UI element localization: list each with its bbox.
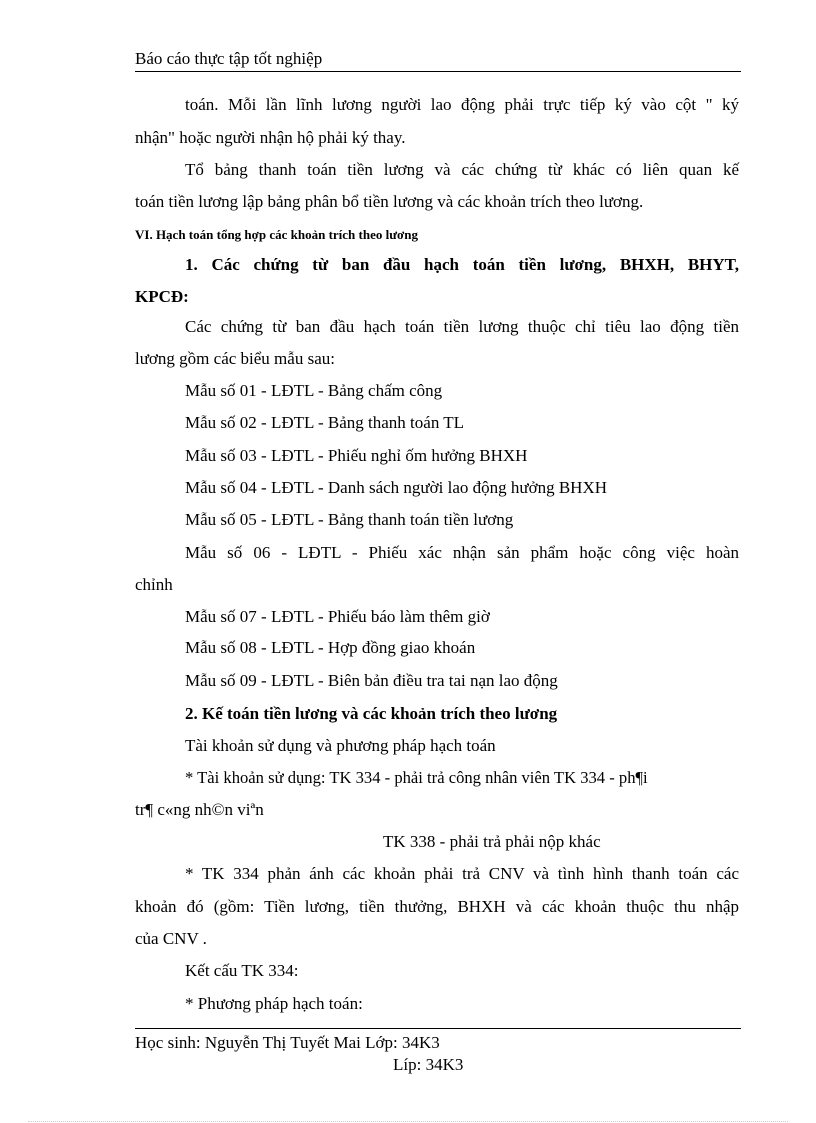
- paragraph-line: Tài khoản sử dụng và phương pháp hạch toán: [185, 736, 496, 755]
- footer-rule: [135, 1028, 741, 1029]
- paragraph-line: của CNV .: [135, 929, 207, 948]
- form-list-item: Mẫu số 04 - LĐTL - Danh sách người lao động hưởng BHXH: [185, 478, 607, 497]
- paragraph-line: * Phương pháp hạch toán:: [185, 994, 363, 1013]
- paragraph-line: tr¶ c«ng nh©n viªn: [135, 800, 264, 819]
- paragraph-line: toán. Mỗi lần lĩnh lương người lao động phải trực tiếp ký vào cột " ký: [185, 95, 739, 114]
- paragraph-line: lương gồm các biểu mẫu sau:: [135, 349, 335, 368]
- heading-2: 2. Kế toán tiền lương và các khoản trích theo lương: [185, 704, 558, 723]
- form-list-item: Mẫu số 07 - LĐTL - Phiếu báo làm thêm giờ: [185, 607, 490, 626]
- heading-1-line: 1. Các chứng từ ban đầu hạch toán tiền lương, BHXH, BHYT,: [185, 255, 739, 274]
- paragraph-line: nhận" hoặc người nhận hộ phải ký thay.: [135, 128, 406, 147]
- paragraph-line: TK 338 - phải trả phải nộp khác: [383, 832, 601, 851]
- paragraph-line: Tổ bảng thanh toán tiền lương và các chứng từ khác có liên quan kế: [185, 160, 739, 179]
- paragraph-line: khoản đó (gồm: Tiền lương, tiền thưởng, BHXH và các khoản thuộc thu nhập: [135, 897, 739, 916]
- footer-class-info: Líp: 34K3: [393, 1055, 464, 1074]
- form-list-item-continued: chỉnh: [135, 575, 173, 594]
- section-heading-vi: VI. Hạch toán tổng hợp các khoản trích theo lương: [135, 227, 418, 242]
- heading-1-line: KPCĐ:: [135, 287, 189, 306]
- page-bottom-dotted-border: [28, 1121, 788, 1122]
- page-header-title: Báo cáo thực tập tốt nghiệp: [135, 49, 323, 68]
- form-list-item: Mẫu số 03 - LĐTL - Phiếu nghỉ ốm hưởng BHXH: [185, 446, 528, 465]
- footer-student-info: Học sinh: Nguyễn Thị Tuyết Mai Lớp: 34K3: [135, 1033, 440, 1052]
- form-list-item: Mẫu số 08 - LĐTL - Hợp đồng giao khoán: [185, 638, 476, 657]
- header-rule: [135, 71, 741, 72]
- paragraph-line: * TK 334 phản ánh các khoản phải trả CNV và tình hình thanh toán các: [185, 864, 739, 883]
- paragraph-line: toán tiền lương lập bảng phân bổ tiền lương và các khoản trích theo lương.: [135, 192, 644, 211]
- form-list-item: Mẫu số 01 - LĐTL - Bảng chấm công: [185, 381, 443, 400]
- form-list-item: Mẫu số 09 - LĐTL - Biên bản điều tra tai nạn lao động: [185, 671, 558, 690]
- form-list-item: Mẫu số 02 - LĐTL - Bảng thanh toán TL: [185, 413, 465, 432]
- paragraph-line: Các chứng từ ban đầu hạch toán tiền lương thuộc chỉ tiêu lao động tiền: [185, 317, 739, 336]
- paragraph-line: Kết cấu TK 334:: [185, 961, 299, 980]
- form-list-item: Mẫu số 05 - LĐTL - Bảng thanh toán tiền lương: [185, 510, 514, 529]
- form-list-item: Mẫu số 06 - LĐTL - Phiếu xác nhận sản phẩm hoặc công việc hoàn: [185, 543, 739, 562]
- paragraph-line: * Tài khoản sử dụng: TK 334 - phải trả công nhân viên TK 334 - ph¶i: [185, 768, 648, 787]
